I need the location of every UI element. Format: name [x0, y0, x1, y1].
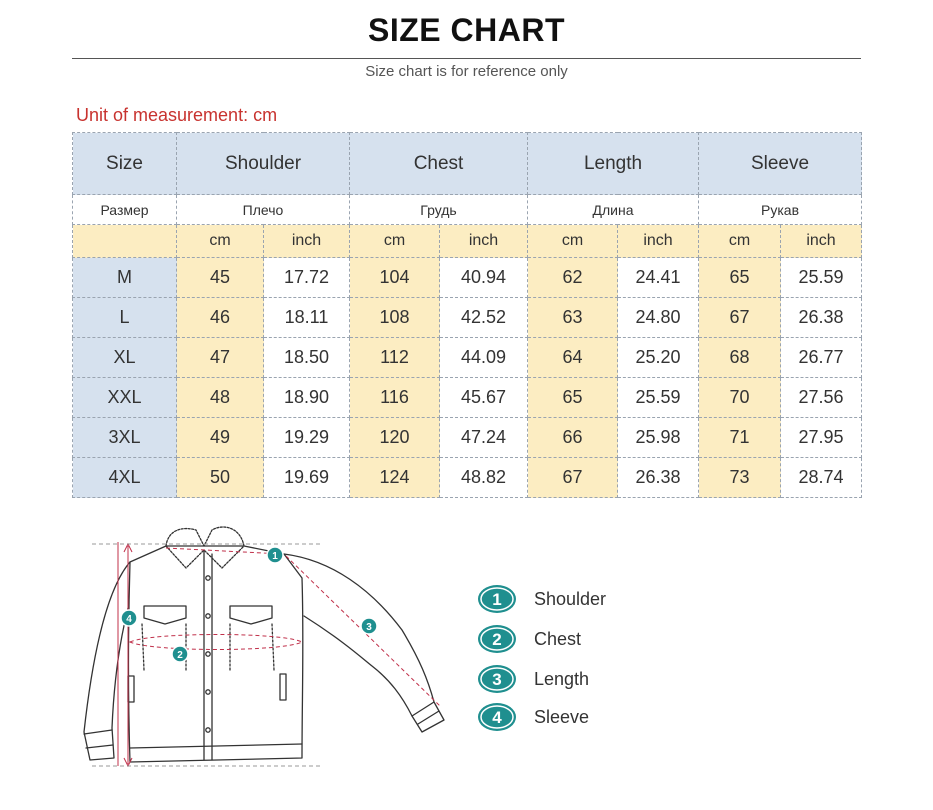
- length-inch-cell: 25.20: [618, 338, 699, 378]
- legend-label-sleeve: Sleeve: [534, 706, 590, 727]
- header-chest: Chest: [350, 133, 528, 195]
- header-sleeve: Sleeve: [699, 133, 862, 195]
- length-inch-cell: 25.98: [618, 418, 699, 458]
- unit-note: Unit of measurement: cm: [76, 105, 278, 125]
- table-row: [73, 378, 862, 418]
- yoke-seams: [142, 624, 274, 670]
- chest-cm-cell: 108: [350, 298, 440, 338]
- button: [206, 690, 210, 694]
- unit-cm: cm: [699, 225, 781, 258]
- shoulder-cm-cell: 48: [177, 378, 264, 418]
- shoulder-cm-cell: 46: [177, 298, 264, 338]
- length-cm-cell: 64: [528, 338, 618, 378]
- chest-inch-cell: 47.24: [440, 418, 528, 458]
- legend-badge-1: [476, 584, 518, 614]
- button: [206, 614, 210, 618]
- size-cell: 3XL: [73, 418, 177, 458]
- unit-row: [73, 225, 862, 258]
- chest-cm-cell: 112: [350, 338, 440, 378]
- legend-number-1: 1: [492, 590, 502, 609]
- shoulder-cm-cell: 45: [177, 258, 264, 298]
- legend-item-length: [476, 664, 676, 694]
- badge-1-number: 1: [272, 551, 278, 562]
- legend-badge-3: [476, 664, 518, 694]
- sleeve-cm-cell: 67: [699, 298, 781, 338]
- size-cell: XL: [73, 338, 177, 378]
- size-cell: M: [73, 258, 177, 298]
- badge-4-number: 4: [126, 614, 132, 625]
- header-size-ru: Размер: [73, 195, 177, 225]
- chest-inch-cell: 40.94: [440, 258, 528, 298]
- header-length: Length: [528, 133, 699, 195]
- chest-cm-cell: 104: [350, 258, 440, 298]
- reference-note: Size chart is for reference only: [365, 63, 568, 80]
- header-row: [73, 133, 862, 195]
- unit-inch: inch: [440, 225, 528, 258]
- page-title: SIZE CHART: [368, 12, 565, 48]
- chest-inch-cell: 48.82: [440, 458, 528, 498]
- chest-cm-cell: 120: [350, 418, 440, 458]
- placket: [204, 550, 212, 760]
- unit-cm: cm: [528, 225, 618, 258]
- unit-blank: [73, 225, 177, 258]
- header-size: Size: [73, 133, 177, 195]
- sleeve-cm-cell: 71: [699, 418, 781, 458]
- legend-badge-4: [476, 702, 518, 732]
- table-row: [73, 418, 862, 458]
- shoulder-cm-cell: 50: [177, 458, 264, 498]
- legend-item-sleeve: [476, 702, 676, 732]
- legend-badge-2: [476, 624, 518, 654]
- chest-inch-cell: 44.09: [440, 338, 528, 378]
- unit-cm: cm: [350, 225, 440, 258]
- unit-inch: inch: [264, 225, 350, 258]
- table-row: [73, 258, 862, 298]
- legend-number-4: 4: [492, 708, 502, 727]
- legend-label-shoulder: Shoulder: [534, 588, 607, 609]
- chest-cm-cell: 116: [350, 378, 440, 418]
- legend-item-chest: [476, 624, 676, 654]
- length-cm-cell: 66: [528, 418, 618, 458]
- header-shoulder-ru: Плечо: [177, 195, 350, 225]
- header-shoulder: Shoulder: [177, 133, 350, 195]
- legend-label-chest: Chest: [534, 628, 582, 649]
- size-cell: 4XL: [73, 458, 177, 498]
- sleeve-inch-cell: 25.59: [781, 258, 862, 298]
- unit-inch: inch: [618, 225, 699, 258]
- badge-3-number: 3: [366, 622, 372, 633]
- shoulder-inch-cell: 19.29: [264, 418, 350, 458]
- left-cuff-outline: [84, 730, 113, 748]
- left-chest-pocket: [144, 606, 186, 624]
- unit-cm: cm: [177, 225, 264, 258]
- table-row: [73, 298, 862, 338]
- shoulder-cm-cell: 47: [177, 338, 264, 378]
- unit-inch: inch: [781, 225, 862, 258]
- size-cell: XXL: [73, 378, 177, 418]
- header-sleeve-ru: Рукав: [699, 195, 862, 225]
- shoulder-inch-cell: 18.90: [264, 378, 350, 418]
- sleeve-cm-cell: 65: [699, 258, 781, 298]
- chest-measure-ellipse: [130, 635, 302, 650]
- legend-number-2: 2: [492, 630, 502, 649]
- shoulder-inch-cell: 17.72: [264, 258, 350, 298]
- legend-item-shoulder: [476, 584, 676, 614]
- sleeve-inch-cell: 27.56: [781, 378, 862, 418]
- sleeve-cm-cell: 73: [699, 458, 781, 498]
- button: [206, 652, 210, 656]
- sleeve-cm-cell: 68: [699, 338, 781, 378]
- table-row: [73, 458, 862, 498]
- shoulder-inch-cell: 18.11: [264, 298, 350, 338]
- hem-band: [130, 744, 302, 748]
- chest-inch-cell: 45.67: [440, 378, 528, 418]
- collar-outline: [166, 527, 244, 568]
- chest-cm-cell: 124: [350, 458, 440, 498]
- right-chest-pocket: [230, 606, 272, 624]
- sleeve-cm-cell: 70: [699, 378, 781, 418]
- button: [206, 728, 210, 732]
- shoulder-inch-cell: 19.69: [264, 458, 350, 498]
- jacket-diagram: [72, 520, 462, 780]
- header-row-ru: [73, 195, 862, 225]
- header-length-ru: Длина: [528, 195, 699, 225]
- length-cm-cell: 67: [528, 458, 618, 498]
- shoulder-cm-cell: 49: [177, 418, 264, 458]
- length-inch-cell: 26.38: [618, 458, 699, 498]
- right-sleeve-outline: [284, 554, 434, 716]
- table-row: [73, 338, 862, 378]
- length-inch-cell: 24.80: [618, 298, 699, 338]
- sleeve-inch-cell: 26.38: [781, 298, 862, 338]
- sleeve-inch-cell: 27.95: [781, 418, 862, 458]
- right-hand-pocket: [280, 674, 286, 700]
- length-cm-cell: 62: [528, 258, 618, 298]
- header-chest-ru: Грудь: [350, 195, 528, 225]
- button: [206, 576, 210, 580]
- size-cell: L: [73, 298, 177, 338]
- length-cm-cell: 65: [528, 378, 618, 418]
- sleeve-inch-cell: 28.74: [781, 458, 862, 498]
- length-inch-cell: 25.59: [618, 378, 699, 418]
- shoulder-inch-cell: 18.50: [264, 338, 350, 378]
- title-divider: [72, 58, 861, 59]
- legend-label-length: Length: [534, 668, 590, 689]
- legend-number-3: 3: [492, 670, 502, 689]
- length-cm-cell: 63: [528, 298, 618, 338]
- shoulder-measure-line: [166, 548, 282, 554]
- length-inch-cell: 24.41: [618, 258, 699, 298]
- chest-inch-cell: 42.52: [440, 298, 528, 338]
- sleeve-inch-cell: 26.77: [781, 338, 862, 378]
- badge-2-number: 2: [177, 650, 183, 661]
- size-table: [72, 132, 862, 498]
- body-outline: [129, 546, 303, 762]
